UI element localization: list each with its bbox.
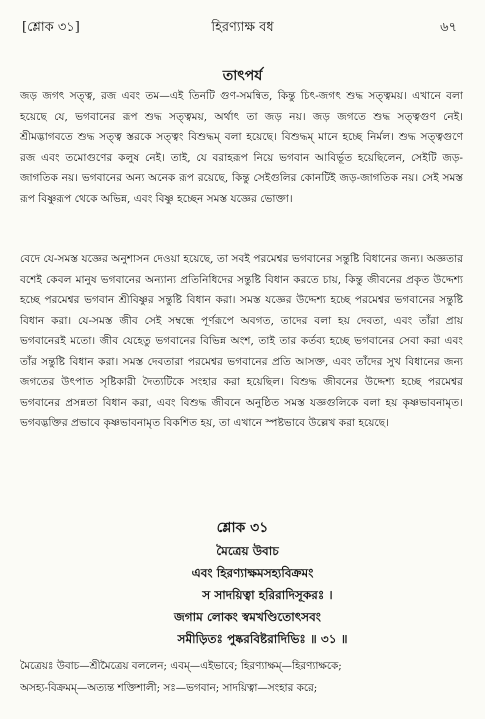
- purport-title: তাৎপর্য: [222, 68, 263, 84]
- verse-line-1: মৈত্রেয় উবাচ: [216, 544, 279, 558]
- synonyms-section: [20, 655, 463, 699]
- header-chapter-title: হিরণ্যাক্ষ বধ: [211, 20, 274, 35]
- synonyms-line-2: অসহ্য-বিক্রমম্—অত্যন্ত শক্তিশালী; সঃ—ভগবান; সাদয়িত্বা—সংহার করে;: [20, 682, 318, 694]
- verse-text: [0, 540, 485, 650]
- verse-line-2: এবং হিরণ্যাক্ষমসহ্যবিক্রমং: [191, 566, 314, 580]
- header-page-number: ৬৭: [440, 20, 457, 35]
- synonyms-line-1: মৈত্রেয়ঃ উবাচ—শ্রীমৈত্রেয় বললেন; এবম্—এইভাবে; হিরণ্যাক্ষম্—হিরণ্যাক্ষকে;: [20, 660, 342, 672]
- header-verse-ref: [শ্লোক ৩১]: [22, 20, 80, 35]
- verse-line-5: সমীড়িতঃ পুষ্করবিষ্টরাদিভিঃ ॥ ৩১ ॥: [177, 632, 348, 646]
- verse-line-4: জগাম লোকং স্বমখণ্ডিতোৎসবং: [174, 610, 321, 624]
- purport-paragraph-1: জড় জগৎ সত্ত্ব, রজ এবং তম—এই তিনটি গুণ-সমন্বিত, কিন্তু চিৎ-জগৎ শুদ্ধ সত্ত্বময়। এখানে বলা হয়েছে যে, ভগবানের রূপ শুদ্ধ সত্ত্বময়, অর্থাৎ তা জড় নয়। জড় জগতে শুদ্ধ সত্ত্বগুণ নেই। শ্রীমদ্ভাগবতে শুদ্ধ সত্ত্ব স্তরকে সত্ত্বং বিশুদ্ধম্ বলা হয়েছে। বিশুদ্ধম্ মানে হচ্ছে নির্মল। শুদ্ধ সত্ত্বগুণে রজ এবং তমোগুণের কলুষ নেই। তাই, যে বরাহরূপ নিয়ে ভগবান আবির্ভূত হয়েছিলেন, সেইটি জড়-জাগতিক নয়। ভগবানের অন্য অনেক রূপ রয়েছে, কিন্তু সেইগুলির কোনটিই জড়-জাগতিক নয়। সেই সমস্ত রূপ বিষ্ণুরূপ থেকে অভিন্ন, এবং বিষ্ণু হচ্ছেন সমস্ত যজ্ঞের ভোক্তা।: [20, 90, 463, 205]
- page-header: [22, 18, 463, 40]
- verse-heading: শ্লোক ৩১: [216, 520, 269, 536]
- verse-line-3: স সাদয়িত্বা হরিরাদিসূকরঃ ।: [202, 588, 333, 602]
- purport-paragraph-2: বেদে যে-সমস্ত যজ্ঞের অনুশাসন দেওয়া হয়েছে, তা সবই পরমেশ্বর ভগবানের সন্তুষ্টি বিধানের জন্য। অজ্ঞতার বশেই কেবল মানুষ ভগবানের অন্যান্য প্রতিনিধিদের সন্তুষ্টি বিধান করতে চায়, কিন্তু জীবনের প্রকৃত উদ্দেশ্য হচ্ছে পরমেশ্বর ভগবান শ্রীবিষ্ণুর সন্তুষ্টি বিধান করা। সমস্ত যজ্ঞের উদ্দেশ্য হচ্ছে পরমেশ্বর ভগবানের সন্তুষ্টি বিধান করা। যে-সমস্ত জীব সেই সম্বন্ধে পূর্ণরূপে অবগত, তাদের বলা হয় দেবতা, এবং তাঁরা প্রায় ভগবানেরই মতো। জীব যেহেতু ভগবানের বিভিন্ন অংশ, তাই তার কর্তব্য হচ্ছে ভগবানের সেবা করা এবং তাঁর সন্তুষ্টি বিধান করা। সমস্ত দেবতারা পরমেশ্বর ভগবানের প্রতি আসক্ত, এবং তাঁদের সুখ বিধানের জন্য জগতের উৎপাত সৃষ্টিকারী দৈত্যটিকে সংহার করা হয়েছিল। বিশুদ্ধ জীবনের উদ্দেশ্য হচ্ছে পরমেশ্বর ভগবানের প্রসন্নতা বিধান করা, এবং বিশুদ্ধ জীবনে অনুষ্ঠিত সমস্ত যজ্ঞগুলিকে বলা হয় কৃষ্ণভাবনামৃত। ভগবদ্ভক্তির প্রভাবে কৃষ্ণভাবনামৃত বিকশিত হয়, তা এখানে স্পষ্টভাবে উল্লেখ করা হয়েছে।: [20, 253, 463, 429]
